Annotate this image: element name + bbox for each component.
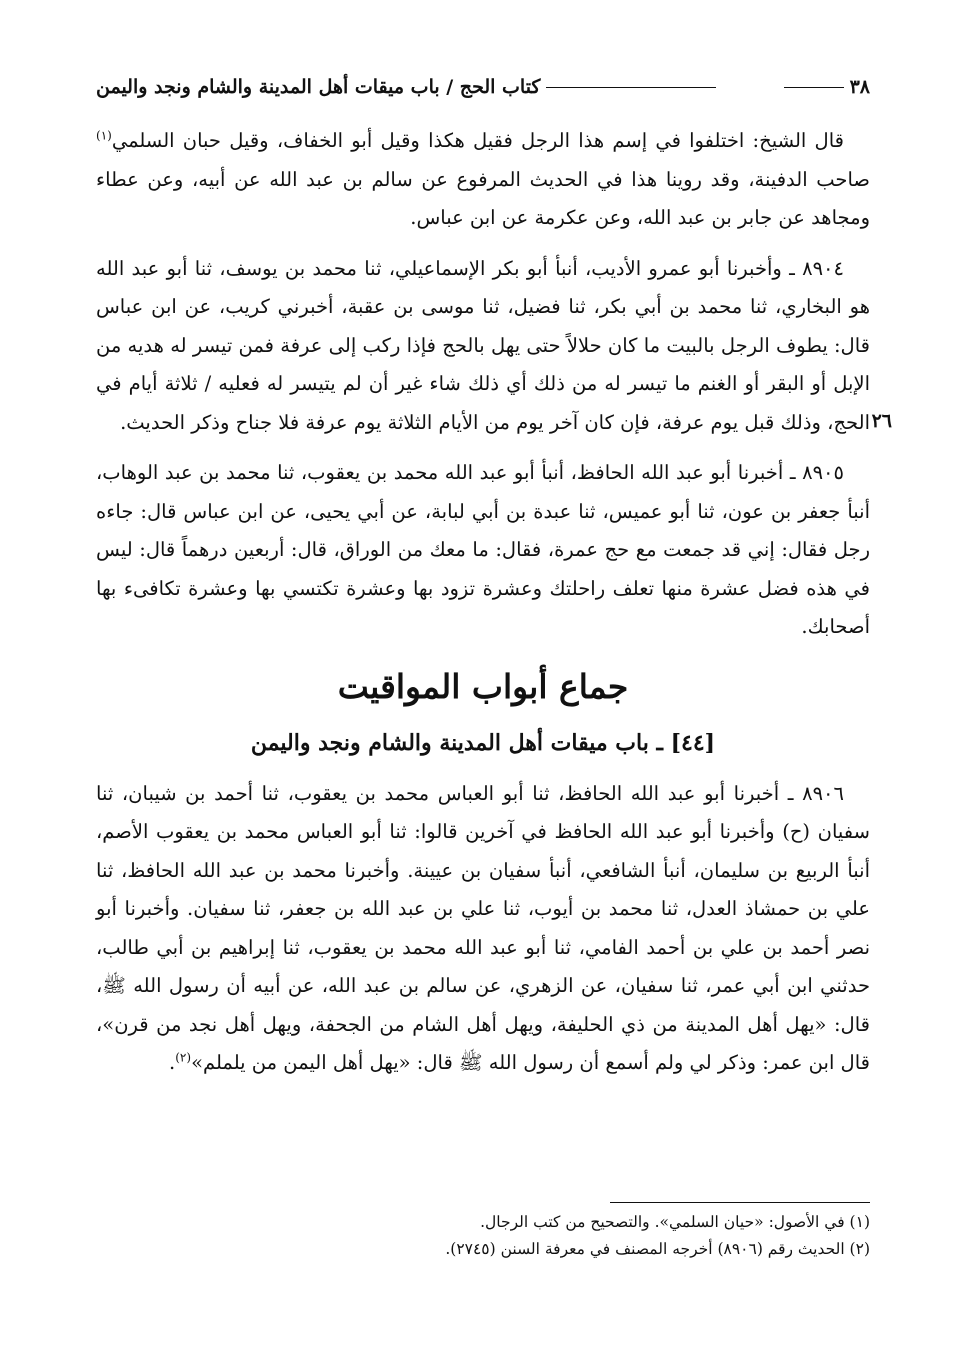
book-page (96, 70, 892, 1350)
header-rule (784, 87, 844, 88)
footnote-2: (٢) الحديث رقم (٨٩٠٦) أخرجه المصنف في معرفة السنن (٢٧٤٥). (445, 1240, 870, 1258)
paragraph-text: قال الشيخ: اختلفوا في إسم هذا الرجل فقيل هكذا وقيل أبو الخفاف، وقيل حبان السلمي (111, 129, 844, 152)
paragraph-text: . (169, 1051, 176, 1074)
footnote-ref-1: (١) (96, 128, 112, 143)
chapter-heading: [٤٤] ـ باب ميقات أهل المدينة والشام ونجد واليمن (250, 729, 716, 756)
page-number (784, 76, 870, 98)
paragraph-text: ٨٩٠٥ ـ أخبرنا أبو عبد الله الحافظ، أنبأ أبو عبد الله محمد بن يعقوب، ثنا محمد بن عبد الوهاب، أنبأ جعفر بن عون، ثنا أبو عميس، ثنا عبدة بن أبي لبابة، عن أبي يحيى، عن ابن عباس قال: جاءه رجل فقال: إني قد جمعت مع حج عمرة، فقال: ما معك من الوراق، قال: أربعين درهماً قال: ليس في هذه فضل عشرة منها تعلف راحلتك وعشرة تزود بها وعشرة تكتسي بها وعشرة تكافىء بها أصحابك. (96, 461, 870, 638)
paragraph-hadith-8905 (96, 454, 870, 647)
page-content (96, 122, 892, 1083)
margin-page-note: ٢٦ (871, 409, 892, 432)
paragraph-shaykh-note (96, 122, 870, 238)
paragraph-text: ٨٩٠٤ ـ وأخبرنا أبو عمرو الأديب، أنبأ أبو بكر الإسماعيلي، ثنا محمد بن يوسف، ثنا أبو عبد الله هو البخاري، ثنا محمد بن أبي بكر، ثنا فضيل، ثنا موسى بن عقبة، أخبرني كريب، عن ابن عباس قال: يطوف الرجل بالبيت ما كان حلالاً حتى يهل بالحج فإذا ركب إلى عرفة فمن تيسر له هديه من الإبل أو البقر أو الغنم ما تيسر له من ذلك أي ذلك شاء غير أن لم يتيسر له فعليه / ثلاثة أيام في الحج، وذلك قبل يوم عرفة، فإن كان آخر يوم من الأيام الثلاثة يوم عرفة فلا جناح وذكر الحديث. (96, 256, 870, 434)
paragraph-text: صاحب الدفينة، وقد روينا هذا في الحديث المرفوع عن سالم بن عبد الله عن أبيه، وعن عطاء ومجاهد عن جابر بن عبد الله، وعن عكرمة عن ابن عباس. (96, 167, 870, 229)
footnote-ref-2: (٢) (175, 1050, 192, 1065)
footnotes (96, 1202, 870, 1263)
section-heading: جماع أبواب المواقيت (337, 666, 629, 706)
paragraph-text: ٨٩٠٦ ـ أخبرنا أبو عبد الله الحافظ، ثنا أبو العباس محمد بن يعقوب، ثنا أحمد بن شيبان، ثنا سفيان (ح) وأخبرنا أبو عبد الله الحافظ في آخرين قالوا: ثنا أبو العباس محمد بن يعقوب الأصم، أنبأ الربيع بن سليمان، أنبأ الشافعي، أنبأ سفيان بن عيينة. وأخبرنا محمد بن عبد الله الحافظ، ثنا علي بن حمشاذ العدل، ثنا محمد بن أيوب، ثنا علي بن عبد الله بن جعفر، ثنا سفيان. وأخبرنا أبو نصر أحمد بن علي بن أحمد الفامي، ثنا أبو عبد الله محمد بن يعقوب، ثنا إبراهيم بن أبي طالب، حدثني ابن أبي عمر، ثنا سفيان، عن الزهري، عن سالم بن عبد الله، عن أبيه أن رسول الله ﷺ، قال: «يهل أهل المدينة من ذي الحليفة، ويهل أهل الشام من الجحفة، ويهل أهل نجد من قرن»، قال ابن عمر: وذكر لي ولم أسمع أن رسول الله ﷺ قال: «يهل أهل اليمن من يلملم» (96, 781, 870, 1074)
running-title-text: كتاب الحج / باب ميقات أهل المدينة والشام ونجد واليمن (96, 76, 541, 98)
paragraph-hadith-8904 (96, 250, 892, 443)
running-header (96, 70, 870, 104)
footnote-1: (١) في الأصول: «حيان السلمي». والتصحيح من كتب الرجال. (480, 1213, 870, 1231)
footnote-rule (610, 1202, 870, 1203)
paragraph-hadith-8906 (96, 775, 870, 1083)
running-title (96, 76, 716, 98)
page-number-text: ٣٨ (849, 76, 870, 98)
header-rule-long (546, 87, 716, 88)
